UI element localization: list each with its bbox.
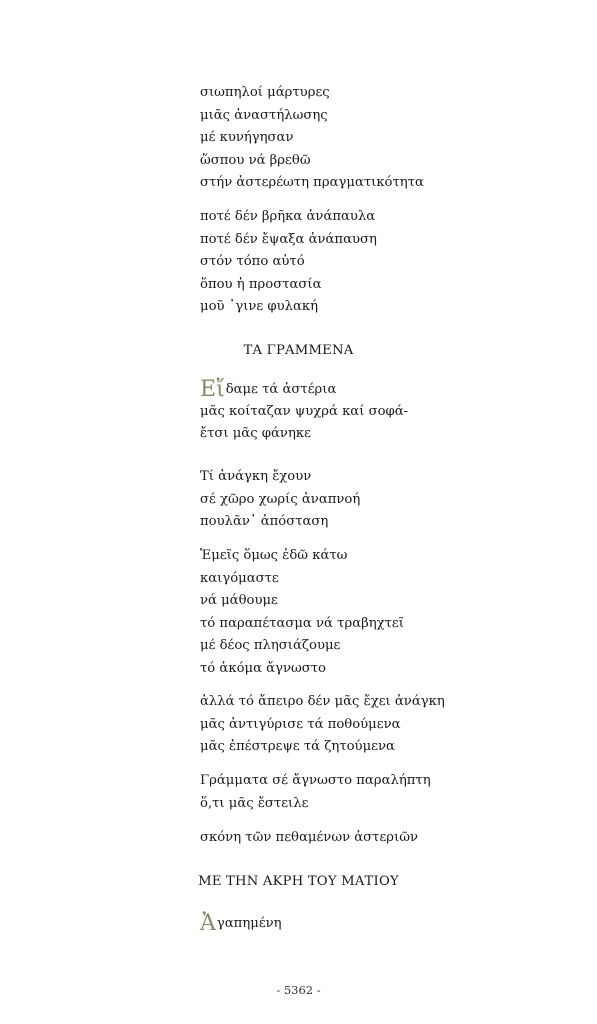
verse-line: μέ κυνήγησαν <box>200 130 294 146</box>
verse-line: νά μάθουμε <box>200 593 278 609</box>
verse-line: στήν ἀστερέωτη πραγματικότητα <box>200 175 424 191</box>
verse-line: μιᾶς ἀναστήλωσης <box>200 107 328 123</box>
verse-line: τό παραπέτασμα νά τραβηχτεῖ <box>200 615 404 631</box>
drop-cap: Εἴ <box>200 376 225 402</box>
verse-line: σκόνη τῶν πεθαμένων ἀστεριῶν <box>200 830 419 845</box>
verse-line: ὥσπου νά βρεθῶ <box>200 152 311 168</box>
dropcap-line <box>200 912 580 935</box>
verse-line: μᾶς κοίταζαν ψυχρά καί σοφά- <box>200 403 409 419</box>
stanza-top-1 <box>200 82 580 195</box>
poem1-stanza-3 <box>200 545 580 681</box>
verse-line: μᾶς ἐπέστρεψε τά ζητούμενα <box>200 739 395 755</box>
verse-line: τό ἀκόμα ἄγνωστο <box>200 660 326 676</box>
drop-cap: Ἀ <box>200 910 216 936</box>
poem2-stanza-1 <box>200 912 580 935</box>
poem-title: ΤΑ ΓΡΑΜΜΕΝΑ <box>243 343 354 358</box>
dropcap-line <box>200 378 580 401</box>
verse-line: ποτέ δέν ἔψαξα ἀνάπαυση <box>200 231 377 247</box>
poem1-stanza-1 <box>200 378 580 446</box>
poem1-stanza-2 <box>200 466 580 534</box>
verse-line: μοῦ ᾿γινε φυλακή <box>200 299 319 315</box>
poem1-stanza-6 <box>200 827 580 850</box>
verse-line: Γράμματα σέ ἄγνωστο παραλήπτη <box>200 773 431 788</box>
verse-line: ὅ,τι μᾶς ἔστειλε <box>200 795 309 811</box>
poem-title: ΜΕ ΤΗΝ ΑΚΡΗ ΤΟΥ ΜΑΤΙΟΥ <box>198 874 399 889</box>
verse-line: μᾶς ἀντιγύρισε τά ποθούμενα <box>200 716 401 732</box>
verse-line: στόν τόπο αὐτό <box>200 254 305 270</box>
verse-line: ἔτσι μᾶς φάνηκε <box>200 426 311 442</box>
verse-line: ποτέ δέν βρῆκα ἀνάπαυλα <box>200 209 376 224</box>
poem1-stanza-5 <box>200 770 580 815</box>
verse-line: σιωπηλοί μάρτυρες <box>200 85 330 100</box>
verse-line: σέ χῶρο χωρίς ἀναπνοή <box>200 491 361 507</box>
verse-line: Τί ἀνάγκη ἔχουν <box>200 469 312 484</box>
verse-line: ὅπου ἡ προστασία <box>200 276 322 292</box>
verse-line: δαμε τά ἀστέρια <box>225 381 337 397</box>
verse-line: γαπημένη <box>216 915 282 931</box>
verse-line: Ἐμεῖς ὅμως ἐδῶ κάτω <box>200 548 348 563</box>
verse-line: καιγόμαστε <box>200 570 279 586</box>
page-number: - 5362 - <box>276 983 321 997</box>
verse-line: πουλᾶν᾿ ἀπόσταση <box>200 514 329 530</box>
verse-line: μέ δέος πλησιάζουμε <box>200 638 341 654</box>
poem1-stanza-4 <box>200 691 580 759</box>
verse-line: ἀλλά τό ἄπειρο δέν μᾶς ἔχει ἀνάγκη <box>200 694 445 709</box>
stanza-top-2 <box>200 206 580 319</box>
